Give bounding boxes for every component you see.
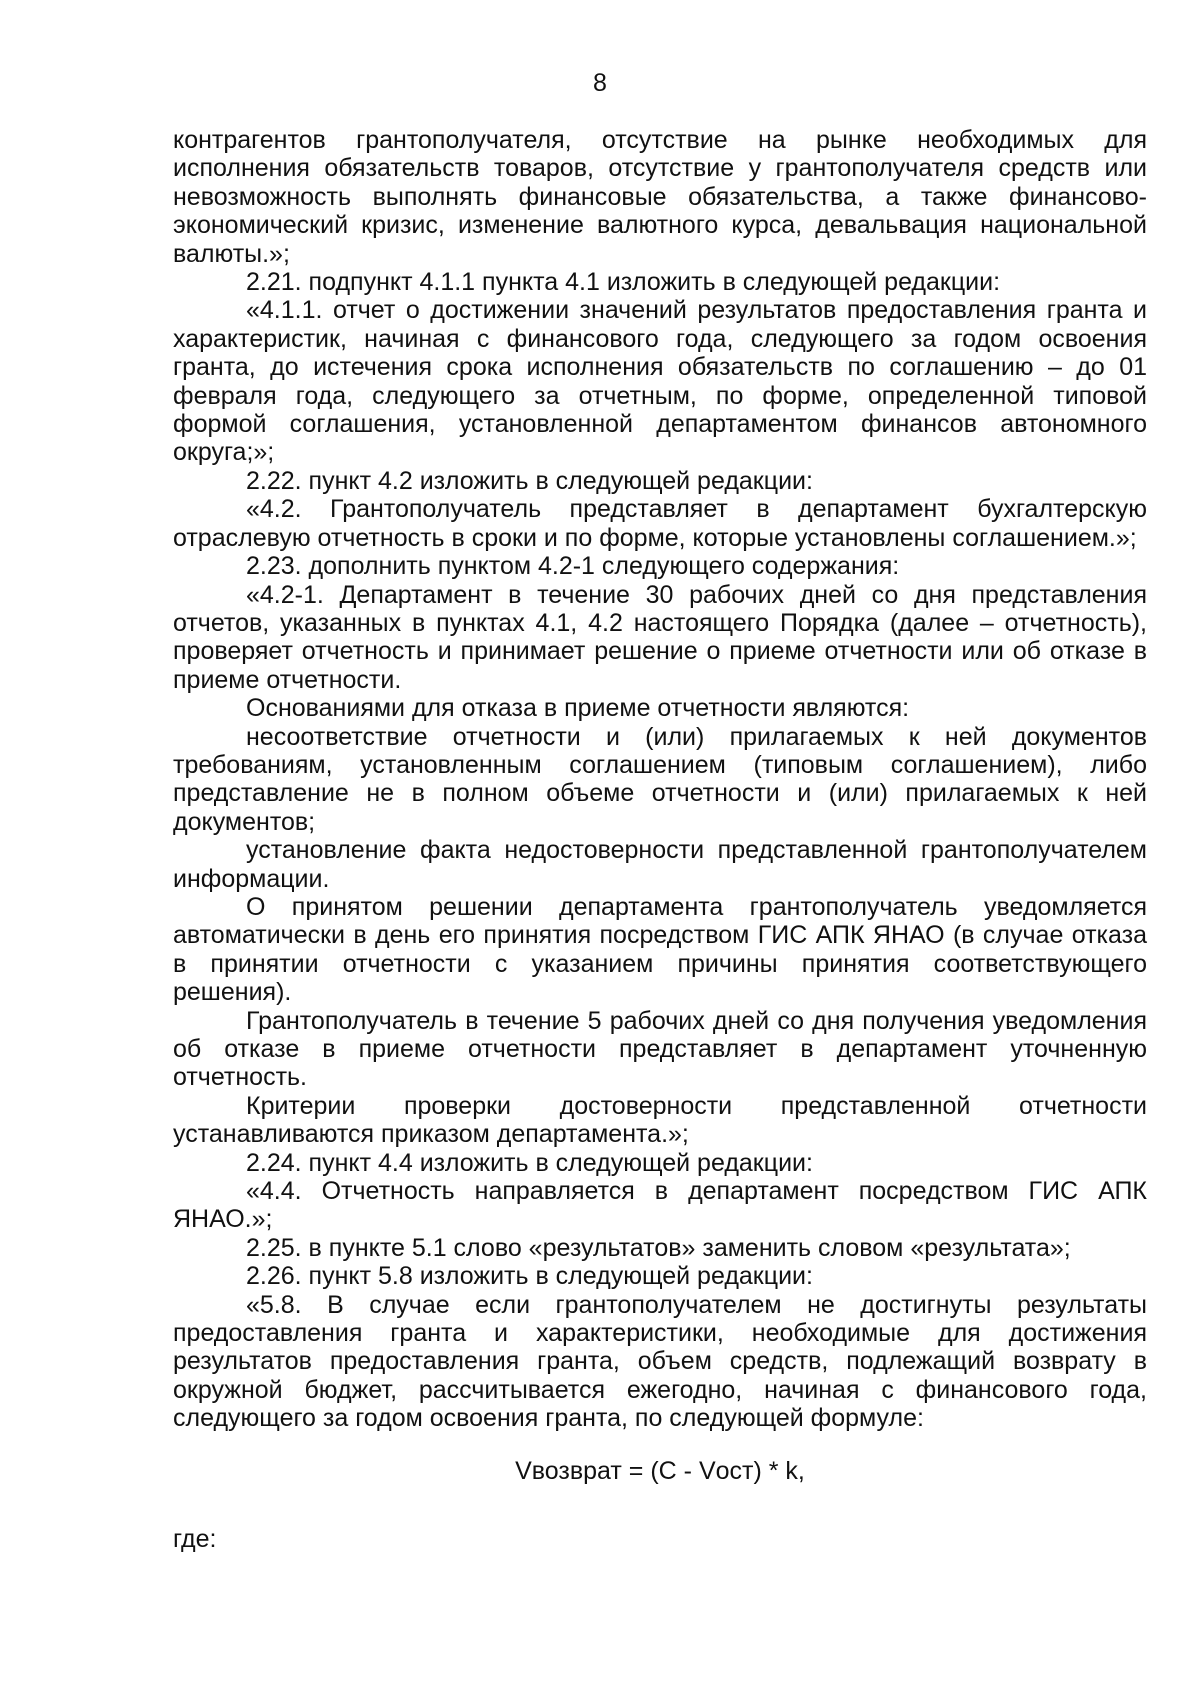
paragraph: «4.2-1. Департамент в течение 30 рабочих дней со дня представления отчетов, указанных в пунктах 4.1, 4.2 настоящего Порядка (далее – отчетность), проверяет отчетность и принимает решение о приеме отчетности или об отказе в приеме отчетности.	[173, 580, 1147, 694]
document-body	[173, 126, 1147, 1554]
where-label: где:	[173, 1525, 217, 1554]
paragraph: «4.4. Отчетность направляется в департамент посредством ГИС АПК ЯНАО.»;	[173, 1177, 1147, 1234]
paragraph: О принятом решении департамента грантополучатель уведомляется автоматически в день его принятия посредством ГИС АПК ЯНАО (в случае отказа в принятии отчетности с указанием причины принятия соответствующего решения).	[173, 892, 1147, 1007]
paragraph: Основаниями для отказа в приеме отчетности являются:	[246, 694, 910, 723]
formula: Vвозврат = (C - Vост) * k,	[515, 1456, 805, 1485]
page-number: 8	[593, 69, 607, 97]
paragraph: «5.8. В случае если грантополучателем не достигнуты результаты предоставления гранта и характеристики, необходимые для достижения результатов предоставления гранта, объем средств, подлежащий возврату в окружной бюджет, рассчитывается ежегодно, начиная с финансового года, следующего за годом освоения гранта, по следующей формуле:	[173, 1290, 1147, 1433]
paragraph: 2.21. подпункт 4.1.1 пункта 4.1 изложить в следующей редакции:	[246, 268, 1001, 297]
paragraph: установление факта недостоверности представленной грантополучателем информации.	[173, 836, 1147, 893]
paragraph: 2.26. пункт 5.8 изложить в следующей редакции:	[246, 1262, 813, 1291]
paragraph: 2.22. пункт 4.2 изложить в следующей редакции:	[246, 466, 813, 495]
paragraph: 2.24. пункт 4.4 изложить в следующей редакции:	[246, 1148, 813, 1177]
paragraph: контрагентов грантополучателя, отсутствие на рынке необходимых для исполнения обязательств товаров, отсутствие у грантополучателя средств или невозможность выполнять финансовые обязательства, а также финансово-экономический кризис, изменение валютного курса, девальвация национальной валюты.»;	[173, 126, 1147, 268]
paragraph: Грантополучатель в течение 5 рабочих дней со дня получения уведомления об отказе в приеме отчетности представляет в департамент уточненную отчетность.	[173, 1006, 1147, 1092]
paragraph: 2.23. дополнить пунктом 4.2-1 следующего содержания:	[246, 552, 900, 581]
paragraph: 2.25. в пункте 5.1 слово «результатов» заменить словом «результата»;	[246, 1233, 1071, 1262]
paragraph: «4.2. Грантополучатель представляет в департамент бухгалтерскую отраслевую отчетность в сроки и по форме, которые установлены соглашением.»;	[173, 495, 1147, 552]
paragraph: Критерии проверки достоверности представленной отчетности устанавливаются приказом департамента.»;	[173, 1091, 1147, 1149]
paragraph: «4.1.1. отчет о достижении значений результатов предоставления гранта и характеристик, начиная с финансового года, следующего за годом освоения гранта, до истечения срока исполнения обязательств по соглашению – до 01 февраля года, следующего за отчетным, по форме, определенной типовой формой соглашения, установленной департаментом финансов автономного округа;»;	[173, 296, 1147, 467]
paragraph: несоответствие отчетности и (или) прилагаемых к ней документов требованиям, установленным соглашением (типовым соглашением), либо представление не в полном объеме отчетности и (или) прилагаемых к ней документов;	[173, 722, 1147, 836]
